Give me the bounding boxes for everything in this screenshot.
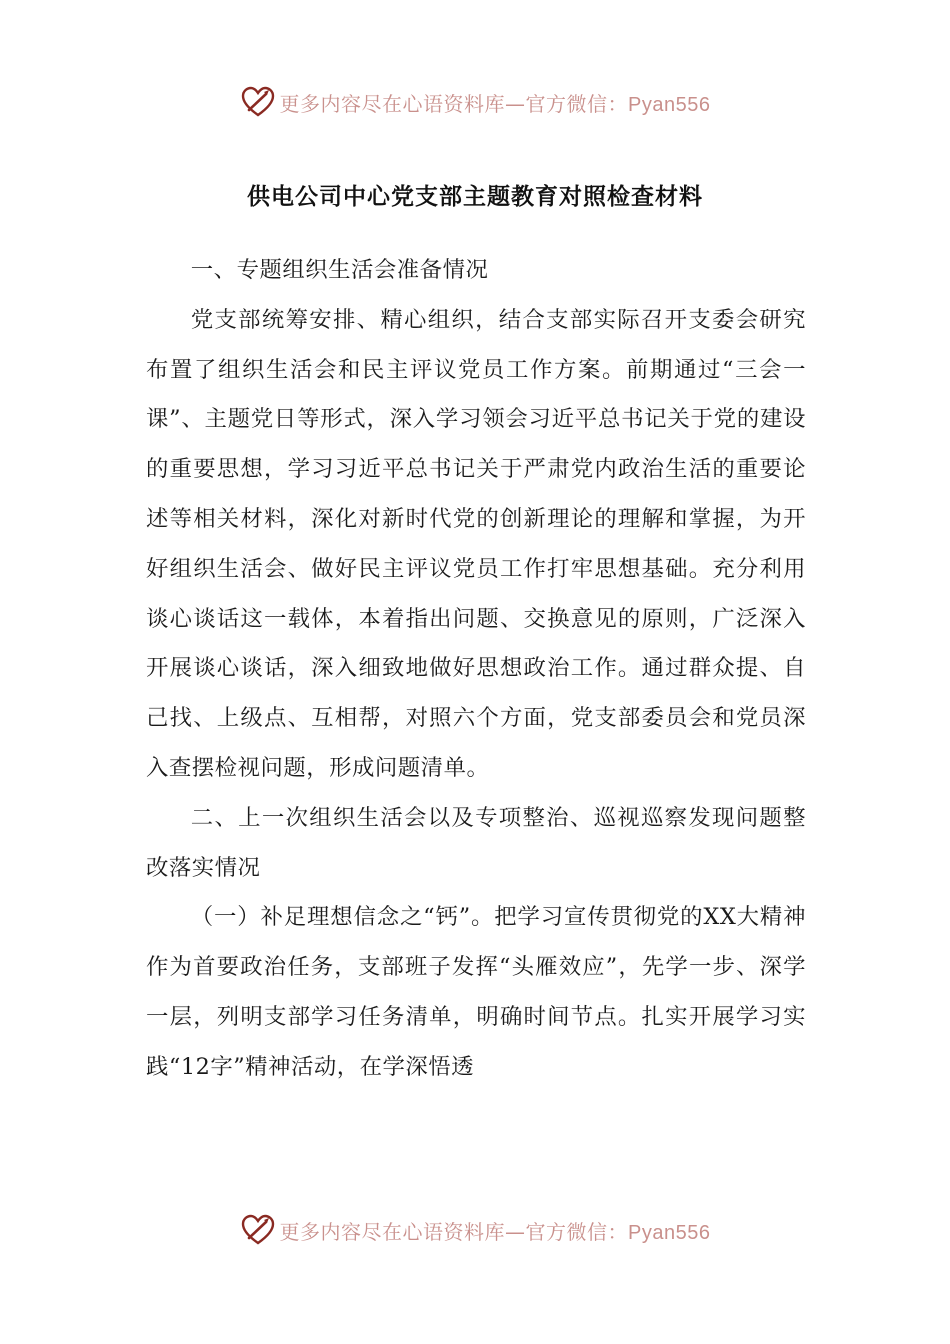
watermark-text: 更多内容尽在心语资料库—官方微信：Pyan556 bbox=[279, 1219, 711, 1244]
document-body bbox=[146, 246, 806, 1093]
section-heading-1: 一、专题组织生活会准备情况 bbox=[190, 257, 489, 283]
heart-pen-logo-icon bbox=[240, 84, 276, 120]
heart-pen-logo-icon bbox=[240, 1212, 276, 1248]
footer-watermark bbox=[0, 1210, 950, 1250]
document-title: 供电公司中心党支部主题教育对照检查材料 bbox=[247, 184, 703, 210]
header-watermark bbox=[0, 82, 950, 122]
section-heading-2: 二、上一次组织生活会以及专项整治、巡视巡察发现问题整改落实情况 bbox=[146, 804, 806, 881]
paragraph-2: （一）补足理想信念之“钙”。把学习宣传贯彻党的XX大精神作为首要政治任务，支部班子发挥“头雁效应”，先学一步、深学一层，列明支部学习任务清单，明确时间节点。扎实开展学习实践“12字”精神活动，在学深悟透 bbox=[146, 904, 806, 1080]
watermark-text: 更多内容尽在心语资料库—官方微信：Pyan556 bbox=[279, 91, 711, 116]
paragraph-1: 党支部统筹安排、精心组织，结合支部实际召开支委会研究布置了组织生活会和民主评议党员工作方案。前期通过“三会一课”、主题党日等形式，深入学习领会习近平总书记关于党的建设的重要思想，学习习近平总书记关于严肃党内政治生活的重要论述等相关材料，深化对新时代党的创新理论的理解和掌握，为开好组织生活会、做好民主评议党员工作打牢思想基础。充分利用谈心谈话这一载体，本着指出问题、交换意见的原则，广泛深入开展谈心谈话，深入细致地做好思想政治工作。通过群众提、自己找、上级点、互相帮，对照六个方面，党支部委员会和党员深入查摆检视问题，形成问题清单。 bbox=[146, 306, 806, 781]
